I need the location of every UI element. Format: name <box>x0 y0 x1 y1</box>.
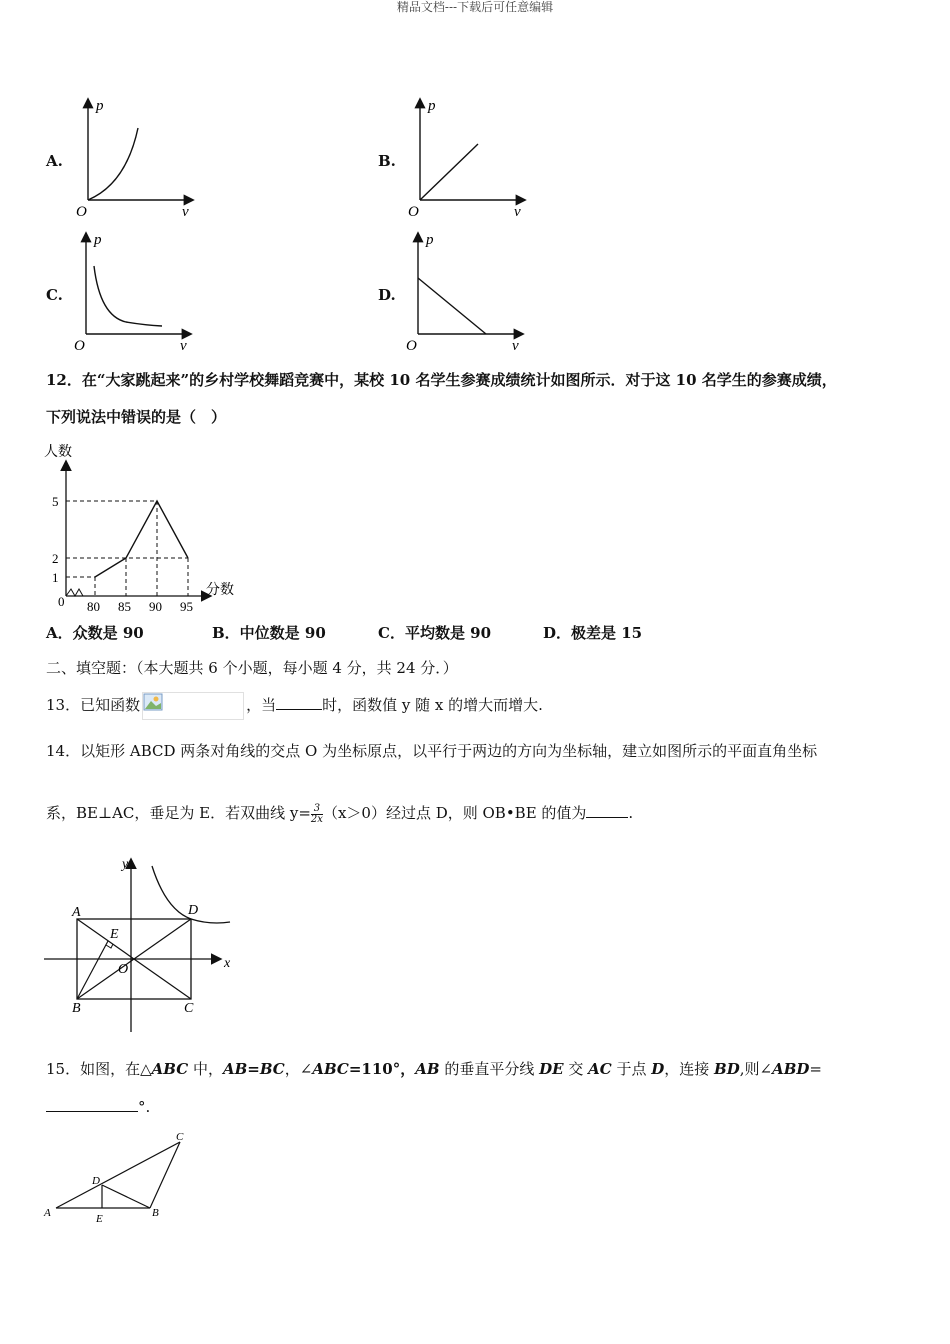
svg-text:E: E <box>96 1213 103 1225</box>
curve-d <box>418 278 486 334</box>
q14-line2: 系，BE⊥AC，垂足为 E．若双曲线 y= $\frac{3}{2x}$ （x＞0）经过点 D，则 OB•BE 的值为 . <box>46 802 634 825</box>
q13-prefix: 13．已知函数 <box>46 696 141 714</box>
svg-text:E: E <box>110 927 119 942</box>
svg-text:D: D <box>188 903 199 918</box>
graph-c <box>66 230 196 355</box>
q12-line2: 下列说法中错误的是（ ） <box>46 408 227 426</box>
axis-v-label: v <box>512 338 519 354</box>
origin-label: O <box>406 338 417 354</box>
q14-line2-b: （x＞0）经过点 D，则 OB•BE 的值为 <box>322 804 587 822</box>
axis-v-label: v <box>514 204 521 220</box>
q14-answer-blank <box>586 803 628 818</box>
q14-figure <box>40 852 240 1042</box>
axis-break <box>66 589 83 596</box>
q13-suffix-b: 时，函数值 y 随 x 的增大而增大. <box>322 696 543 714</box>
axis-v-label: v <box>180 338 187 354</box>
x-tick-85: 85 <box>118 599 131 614</box>
q15-answer-blank <box>46 1097 138 1112</box>
q14-line2-a: 系，BE⊥AC，垂足为 E．若双曲线 y= <box>46 804 311 822</box>
axis-p-label: p <box>428 98 436 114</box>
q13-line <box>46 692 543 720</box>
segment-bc <box>150 1142 180 1208</box>
origin-label: O <box>408 204 419 220</box>
svg-text:B: B <box>152 1207 159 1219</box>
q12-option-c: C．平均数是 90 <box>378 624 492 642</box>
y-tick-1: 1 <box>52 570 59 585</box>
score-line-chart <box>40 436 250 616</box>
q12-option-d: D．极差是 15 <box>543 624 643 642</box>
origin-zero: 0 <box>58 594 65 609</box>
series-line <box>95 501 188 577</box>
origin-label: O <box>74 338 85 354</box>
graph-d <box>398 230 528 355</box>
option-c-label: C. <box>46 286 63 304</box>
svg-text:B: B <box>72 1001 81 1016</box>
axis-p-label: p <box>96 98 104 114</box>
x-axis-title: 分数 <box>206 582 234 598</box>
section-2-title: 二、填空题：（本大题共 6 个小题，每小题 4 分，共 24 分．） <box>46 659 458 677</box>
q15-figure <box>40 1128 200 1228</box>
svg-text:D: D <box>92 1175 100 1187</box>
origin-label: O <box>76 204 87 220</box>
graph-b <box>400 96 530 221</box>
curve-c <box>94 266 162 326</box>
q13-answer-blank <box>276 695 322 710</box>
axis-p-label: p <box>94 232 102 248</box>
hyperbola-fraction: $\frac{3}{2x}$ <box>310 802 323 825</box>
svg-text:A: A <box>72 905 81 920</box>
x-tick-80: 80 <box>87 599 100 614</box>
q12-option-b: B．中位数是 90 <box>212 624 326 642</box>
svg-text:O: O <box>118 962 129 977</box>
right-angle-mark <box>106 944 113 948</box>
q14-line1: 14．以矩形 ABCD 两条对角线的交点 O 为坐标原点，以平行于两边的方向为坐标轴，建立如图所示的平面直角坐标 <box>46 742 818 760</box>
x-tick-95: 95 <box>180 599 193 614</box>
segment-bd <box>102 1185 150 1208</box>
axis-v-label: v <box>182 204 189 220</box>
option-a-label: A. <box>46 152 63 170</box>
y-axis-title: 人数 <box>44 444 72 460</box>
q13-suffix-a: ，当 <box>246 696 277 714</box>
curve-b <box>420 144 478 200</box>
x-tick-90: 90 <box>149 599 162 614</box>
q15-line2: °. <box>46 1096 150 1118</box>
q15-line1: 15．如图，在△ABC 中，AB=BC，∠ABC=110°，AB 的垂直平分线 DE 交 AC 于点 D，连接 BD,则∠ABD= <box>46 1060 822 1078</box>
axis-p-label: p <box>426 232 434 248</box>
svg-text:y: y <box>122 857 129 872</box>
page-header: 精品文档---下载后可任意编辑 <box>396 0 554 14</box>
y-tick-5: 5 <box>52 494 59 509</box>
curve-a <box>88 128 138 200</box>
broken-image-icon <box>143 693 163 711</box>
q12-option-a: A．众数是 90 <box>46 624 144 642</box>
option-d-label: D. <box>378 286 396 304</box>
svg-text:x: x <box>224 956 231 971</box>
svg-text:C: C <box>176 1131 184 1143</box>
graph-a <box>68 96 198 221</box>
y-tick-2: 2 <box>52 551 59 566</box>
formula-image-placeholder <box>142 692 244 720</box>
segment-be <box>77 941 108 999</box>
option-b-label: B. <box>378 152 396 170</box>
svg-text:C: C <box>184 1001 194 1016</box>
segment-ac <box>56 1142 180 1208</box>
q12-line1: 12．在“大家跳起来”的乡村学校舞蹈竞赛中，某校 10 名学生参赛成绩统计如图所示．对于这 10 名学生的参赛成绩， <box>46 371 837 389</box>
svg-text:A: A <box>44 1207 51 1219</box>
